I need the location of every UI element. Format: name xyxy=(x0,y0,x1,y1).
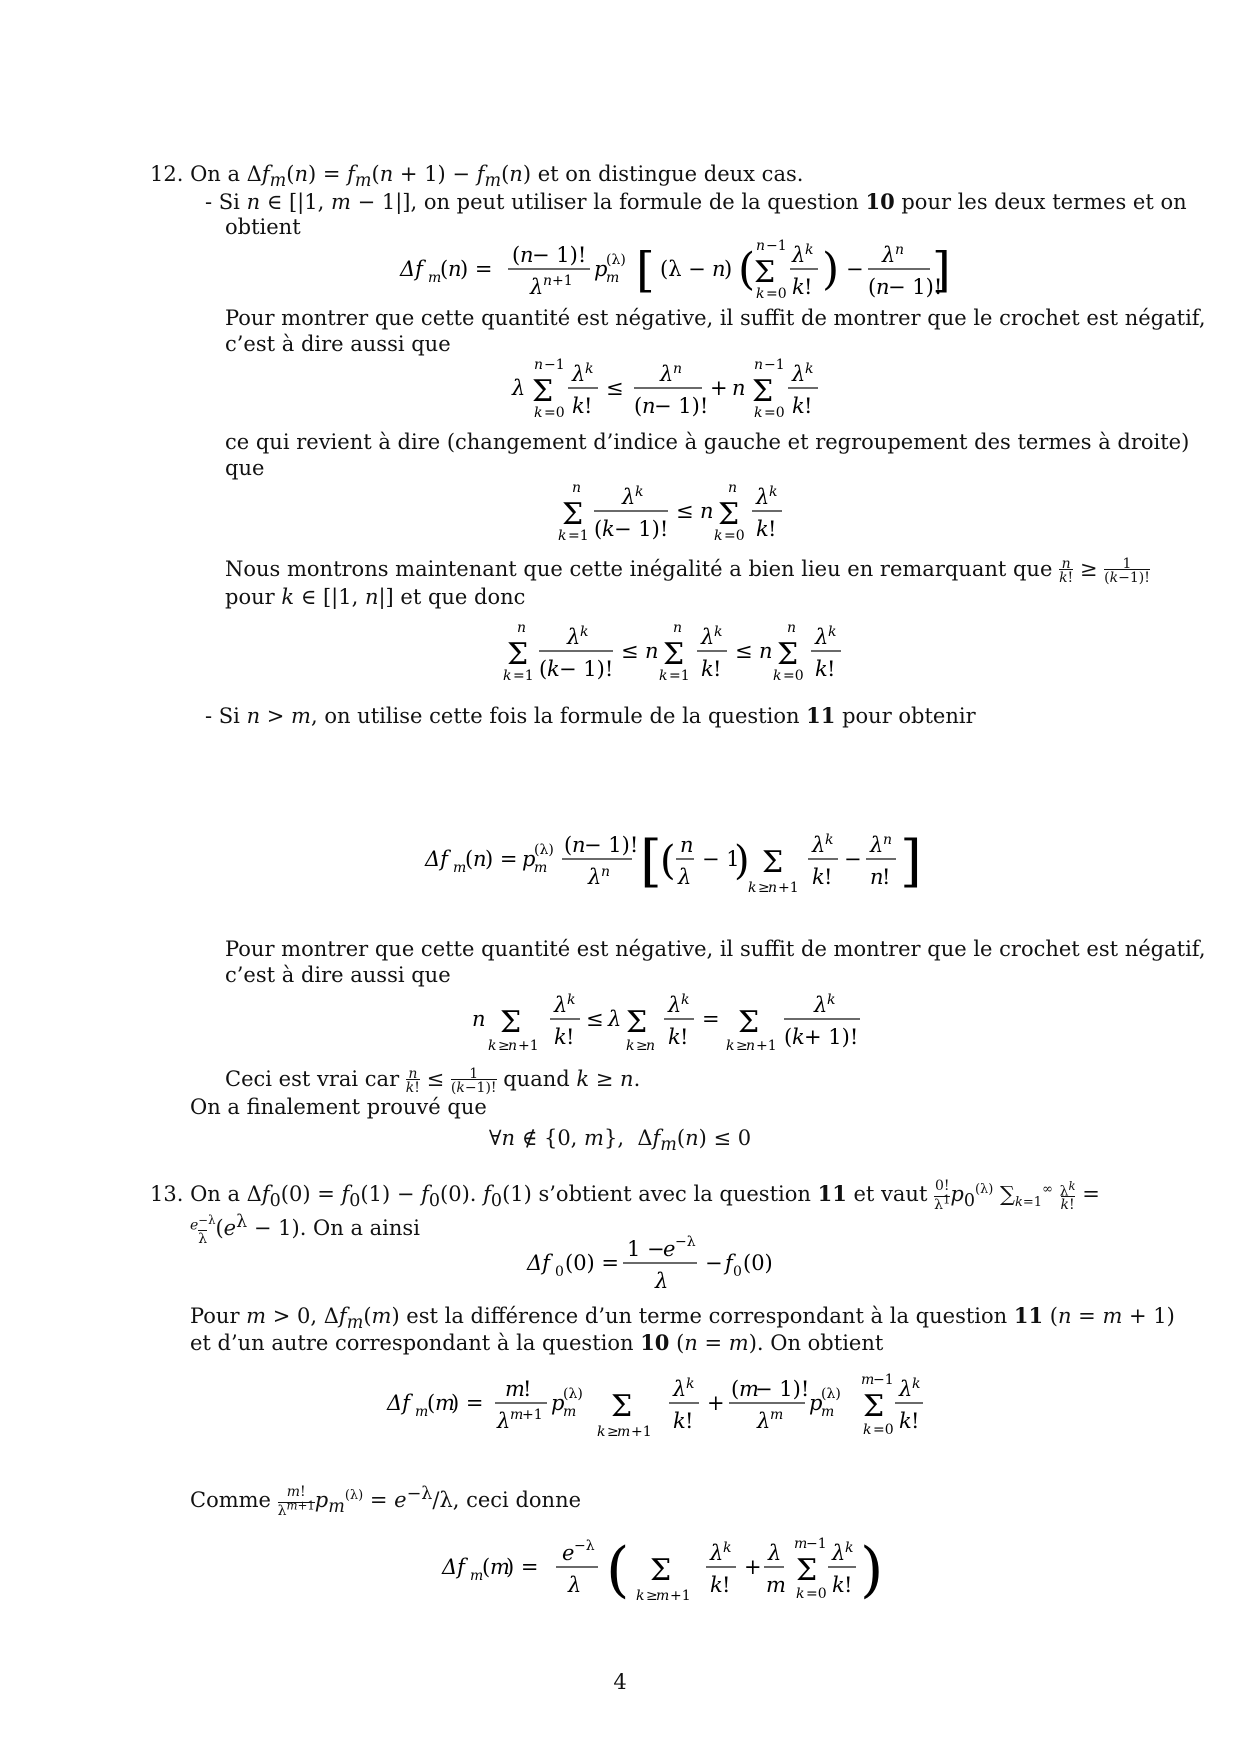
svg-text:m: m xyxy=(453,860,467,876)
svg-text:− 1)!: − 1)! xyxy=(559,657,614,681)
svg-text:p: p xyxy=(809,1391,823,1415)
svg-text:k: k xyxy=(488,1038,497,1054)
svg-text:m: m xyxy=(428,270,442,286)
q12-revient-line1: ce qui revient à dire (changement d’indice à gauche et regroupement des termes à droite) xyxy=(225,430,1190,454)
svg-text:λ: λ xyxy=(768,1541,782,1565)
svg-text:λ: λ xyxy=(622,485,636,509)
svg-text:=1: =1 xyxy=(568,528,589,544)
svg-text:λ: λ xyxy=(668,993,682,1017)
q12-ceci: Ceci est vrai car $\frac{n}{k!} \le 1$ (k−1)! quand k ≥ n. xyxy=(225,1065,641,1096)
svg-text:n: n xyxy=(520,243,534,267)
svg-text:(0) =: (0) = xyxy=(565,1251,620,1275)
equation-9 xyxy=(385,1370,925,1446)
svg-text:m: m xyxy=(656,1588,670,1604)
equation-10 xyxy=(440,1528,884,1616)
svg-text:+1: +1 xyxy=(631,1424,652,1440)
svg-text:=1: =1 xyxy=(513,668,534,684)
svg-text:k: k xyxy=(635,484,644,500)
svg-text:): ) xyxy=(822,244,840,295)
svg-text:≥: ≥ xyxy=(607,1424,619,1440)
svg-text:k: k xyxy=(845,1540,854,1556)
svg-text:n: n xyxy=(746,1038,756,1054)
q12-revient-line2: que xyxy=(225,456,265,480)
svg-text:) =: ) = xyxy=(460,257,493,281)
svg-text:+: + xyxy=(744,1555,762,1579)
q12-intro: 12. On a $\Delta f_m(n) = f_m(n + 1) - f_m(n)$ et on distingue deux cas. xyxy=(150,162,804,192)
svg-text:Σ: Σ xyxy=(718,497,740,532)
svg-text:m: m xyxy=(490,1555,510,1579)
svg-text:(: ( xyxy=(539,657,548,681)
svg-text:n: n xyxy=(473,847,487,871)
svg-text:Δf: Δf xyxy=(527,1251,550,1275)
svg-text:m: m xyxy=(770,1407,784,1423)
svg-text:λ: λ xyxy=(832,1541,846,1565)
svg-text:n: n xyxy=(728,480,738,496)
svg-text:k: k xyxy=(534,405,543,421)
svg-text:!: ! xyxy=(882,865,891,889)
svg-text:m: m xyxy=(415,1404,429,1420)
svg-text:n: n xyxy=(754,357,764,373)
svg-text:−1: −1 xyxy=(766,238,787,254)
svg-text:1 −: 1 − xyxy=(627,1237,665,1261)
svg-text:λ: λ xyxy=(815,625,829,649)
svg-text:n: n xyxy=(883,832,893,848)
svg-text:λ: λ xyxy=(512,376,526,400)
svg-text:Σ: Σ xyxy=(762,845,784,880)
svg-text:m: m xyxy=(435,1391,455,1415)
svg-text:k: k xyxy=(828,624,837,640)
svg-text:(: ( xyxy=(634,394,643,418)
svg-text:m: m xyxy=(821,1404,835,1420)
svg-text:≤: ≤ xyxy=(586,1007,604,1031)
svg-text:0: 0 xyxy=(555,1264,564,1280)
svg-text:Σ: Σ xyxy=(626,1005,648,1040)
svg-text:(: ( xyxy=(594,517,603,541)
svg-text:n: n xyxy=(673,361,683,377)
svg-text:− 1)!: − 1)! xyxy=(584,833,639,857)
svg-text:(λ −: (λ − xyxy=(660,257,706,281)
svg-text:+1: +1 xyxy=(518,1038,539,1054)
svg-text:(λ): (λ) xyxy=(821,1386,841,1402)
svg-text:λ: λ xyxy=(655,1269,669,1293)
svg-text:!: ! xyxy=(911,1409,920,1433)
svg-text:k: k xyxy=(580,624,589,640)
svg-text:k: k xyxy=(585,361,594,377)
svg-text:=0: =0 xyxy=(783,668,804,684)
svg-text:!: ! xyxy=(824,865,833,889)
svg-text:Σ: Σ xyxy=(650,1553,672,1588)
svg-text:!: ! xyxy=(713,657,722,681)
svg-text:Δf: Δf xyxy=(400,257,423,281)
svg-text:n: n xyxy=(646,1038,656,1054)
svg-text:m: m xyxy=(534,860,548,876)
svg-text:p: p xyxy=(522,847,536,871)
q12-case1-line2: obtient xyxy=(225,215,301,239)
svg-text:k: k xyxy=(748,880,757,896)
svg-text:n: n xyxy=(680,833,694,857)
svg-text:m: m xyxy=(606,270,620,286)
svg-text:=0: =0 xyxy=(873,1422,894,1438)
svg-text:λ: λ xyxy=(588,865,602,889)
svg-text:(0): (0) xyxy=(743,1251,773,1275)
svg-text:λ: λ xyxy=(530,275,544,299)
svg-text:k: k xyxy=(503,668,512,684)
svg-text:(: ( xyxy=(606,1535,630,1605)
svg-text:k: k xyxy=(626,1038,635,1054)
svg-text:k: k xyxy=(597,1424,606,1440)
q12-neg1-line2: c’est à dire aussi que xyxy=(225,332,451,356)
svg-text:n: n xyxy=(517,620,527,636)
svg-text:m: m xyxy=(739,1377,759,1401)
svg-text:Σ: Σ xyxy=(562,497,584,532)
svg-text:≤: ≤ xyxy=(621,639,639,663)
svg-text:k: k xyxy=(792,1025,805,1049)
svg-text:n: n xyxy=(572,833,586,857)
svg-text:λ: λ xyxy=(756,485,770,509)
svg-text:) =: ) = xyxy=(506,1555,539,1579)
svg-text:λ: λ xyxy=(497,1409,511,1433)
svg-text:): ) xyxy=(734,838,750,884)
svg-text:k: k xyxy=(636,1588,645,1604)
equation-8 xyxy=(525,1232,785,1298)
svg-text:Σ: Σ xyxy=(500,1005,522,1040)
svg-text:Δf: Δf xyxy=(425,847,448,871)
svg-text:Σ: Σ xyxy=(507,637,529,672)
svg-text:+: + xyxy=(710,376,728,400)
svg-text:≤: ≤ xyxy=(676,499,694,523)
svg-text:!: ! xyxy=(722,1573,731,1597)
svg-text:λ: λ xyxy=(757,1409,771,1433)
svg-text:Σ: Σ xyxy=(863,1389,885,1424)
svg-text:≥: ≥ xyxy=(758,880,770,896)
q13-intro-line2: $e^{-\lambda}$ λ $(e^\lambda - 1)$. On a ainsi xyxy=(190,1212,420,1248)
svg-text:!: ! xyxy=(680,1025,689,1049)
svg-text:λ: λ xyxy=(554,993,568,1017)
svg-text:n: n xyxy=(534,357,544,373)
svg-text:0: 0 xyxy=(733,1264,742,1280)
svg-text:λ: λ xyxy=(882,243,896,267)
svg-text:k: k xyxy=(681,992,690,1008)
svg-text:k: k xyxy=(792,275,805,299)
q12-case1-line1: - Si n ∈ [|1, m − 1|], on peut utiliser la formule de la question 10 pour les deux termes et on xyxy=(205,189,1187,214)
equation-2 xyxy=(510,355,830,427)
svg-text:k: k xyxy=(825,832,834,848)
svg-text:Δf: Δf xyxy=(442,1555,465,1579)
svg-text:λ: λ xyxy=(814,993,828,1017)
svg-text:(: ( xyxy=(440,257,449,281)
svg-text:λ: λ xyxy=(678,865,692,889)
svg-text:k: k xyxy=(769,484,778,500)
svg-text:k: k xyxy=(554,1025,567,1049)
svg-text:n: n xyxy=(712,257,726,281)
svg-text:≥: ≥ xyxy=(636,1038,648,1054)
q13-pour-line1: Pour m > 0, $\Delta f_m(m)$ est la différence d’un terme correspondant à la question 11 (n = m + 1) xyxy=(190,1303,1175,1334)
svg-text:k: k xyxy=(756,286,765,302)
svg-text:k: k xyxy=(668,1025,681,1049)
svg-text:k: k xyxy=(899,1409,912,1433)
svg-text:n: n xyxy=(448,257,462,281)
q13-intro-line1: 13. On a $\Delta f_0(0) = f_0(1) - f_0(0)$. $f_0(1)$ s’obtient avec la question 11 et vaut 0! $\lambda^1p_0^{(\lambda)}$ $\sum_{k=1}^\infty$ $\lambda^k$ k! = xyxy=(150,1177,1100,1214)
svg-text:]: ] xyxy=(932,242,951,298)
svg-text:k: k xyxy=(714,624,723,640)
svg-text:k: k xyxy=(805,361,814,377)
svg-text:k: k xyxy=(710,1573,723,1597)
svg-text:λ: λ xyxy=(572,362,586,386)
svg-text:k: k xyxy=(686,1376,695,1392)
svg-text:n: n xyxy=(895,242,905,258)
svg-text:−1: −1 xyxy=(806,1536,827,1552)
svg-text:− 1)!: − 1)! xyxy=(755,1377,810,1401)
svg-text:(: ( xyxy=(564,833,573,857)
svg-text:(: ( xyxy=(465,847,474,871)
svg-text:) =: ) = xyxy=(451,1391,484,1415)
svg-text:k: k xyxy=(832,1573,845,1597)
q12-final: On a finalement prouvé que xyxy=(190,1095,487,1119)
svg-text:− 1: − 1 xyxy=(702,847,740,871)
svg-text:λ: λ xyxy=(660,362,674,386)
svg-text:m: m xyxy=(470,1568,484,1584)
svg-text:− 1)!: − 1)! xyxy=(654,394,709,418)
svg-text:n: n xyxy=(870,865,884,889)
svg-text:Σ: Σ xyxy=(796,1553,818,1588)
q13-pour-line2: et d’un autre correspondant à la question 10 (n = m). On obtient xyxy=(190,1330,884,1355)
svg-text:n: n xyxy=(700,499,714,523)
svg-text:(: ( xyxy=(482,1555,491,1579)
svg-text:−: − xyxy=(705,1251,723,1275)
svg-text:+: + xyxy=(707,1391,725,1415)
svg-text:(: ( xyxy=(427,1391,436,1415)
svg-text:n: n xyxy=(472,1007,486,1031)
svg-text:!: ! xyxy=(685,1409,694,1433)
svg-text:k: k xyxy=(723,1540,732,1556)
svg-text:k: k xyxy=(812,865,825,889)
svg-text:(: ( xyxy=(868,275,877,299)
svg-text:n: n xyxy=(543,273,553,289)
svg-text:k: k xyxy=(726,1038,735,1054)
svg-text:p: p xyxy=(551,1391,565,1415)
q12-neg1-line1: Pour montrer que cette quantité est négative, il suffit de montrer que le crochet est négatif, xyxy=(225,306,1206,330)
svg-text:k: k xyxy=(572,394,585,418)
q12-neg2-line2: c’est à dire aussi que xyxy=(225,963,451,987)
svg-text:Σ: Σ xyxy=(738,1005,760,1040)
svg-text:≥: ≥ xyxy=(646,1588,658,1604)
q12-neg2-line1: Pour montrer que cette quantité est négative, il suffit de montrer que le crochet est négatif, xyxy=(225,937,1206,961)
svg-text:(: ( xyxy=(512,243,521,267)
svg-text:e: e xyxy=(562,1541,575,1565)
svg-text:λ: λ xyxy=(567,625,581,649)
svg-text:≤: ≤ xyxy=(735,639,753,663)
svg-text:(: ( xyxy=(660,838,676,884)
svg-text:λ: λ xyxy=(701,625,715,649)
svg-text:λ: λ xyxy=(568,1573,582,1597)
q13-comme: Comme m! $\lambda^{m+1}p_m^{(\lambda)} = e^{-\lambda}/\lambda$, ceci donne xyxy=(190,1483,582,1520)
svg-text:n: n xyxy=(645,639,659,663)
svg-text:+1: +1 xyxy=(756,1038,777,1054)
svg-text:k: k xyxy=(756,517,769,541)
svg-text:−: − xyxy=(846,257,864,281)
svg-text:Σ: Σ xyxy=(754,255,776,290)
svg-text:Σ: Σ xyxy=(532,374,554,409)
svg-text:n: n xyxy=(787,620,797,636)
svg-text:n: n xyxy=(572,480,582,496)
svg-text:k: k xyxy=(912,1376,921,1392)
svg-text:Σ: Σ xyxy=(777,637,799,672)
svg-text:k: k xyxy=(792,394,805,418)
svg-text:m: m xyxy=(617,1424,631,1440)
svg-text:!: ! xyxy=(827,657,836,681)
svg-text:k: k xyxy=(754,405,763,421)
svg-text:−λ: −λ xyxy=(675,1234,696,1250)
svg-text:!: ! xyxy=(804,394,813,418)
svg-text:n: n xyxy=(756,238,766,254)
svg-text:+1: +1 xyxy=(522,1407,543,1423)
svg-text:−1: −1 xyxy=(544,357,565,373)
svg-text:n: n xyxy=(876,275,890,299)
svg-text:!: ! xyxy=(768,517,777,541)
svg-text:=0: =0 xyxy=(724,528,745,544)
svg-text:− 1)!: − 1)! xyxy=(532,243,587,267)
svg-text:(: ( xyxy=(738,244,756,295)
svg-text:): ) xyxy=(724,257,733,281)
svg-text:k: k xyxy=(673,1409,686,1433)
svg-text:n: n xyxy=(508,1038,518,1054)
svg-text:Σ: Σ xyxy=(752,374,774,409)
svg-text:≥: ≥ xyxy=(498,1038,510,1054)
svg-text:λ: λ xyxy=(673,1377,687,1401)
svg-text:(λ): (λ) xyxy=(606,252,626,268)
svg-text:n: n xyxy=(759,639,773,663)
svg-text:k: k xyxy=(815,657,828,681)
svg-text:− 1)!: − 1)! xyxy=(888,275,943,299)
svg-text:k: k xyxy=(796,1586,805,1602)
svg-text:≤: ≤ xyxy=(606,376,624,400)
svg-text:k: k xyxy=(602,517,615,541)
equation-6 xyxy=(470,986,870,1058)
equation-4 xyxy=(495,618,855,690)
svg-text:f: f xyxy=(725,1251,733,1275)
svg-text:[: [ xyxy=(636,242,655,298)
svg-text:(λ): (λ) xyxy=(563,1386,583,1402)
equation-7: ∀n ∉ {0, m}, $\Delta f_m(n) \le 0$ xyxy=(488,1126,752,1156)
svg-text:e: e xyxy=(663,1237,676,1261)
svg-text:!: ! xyxy=(566,1025,575,1049)
svg-text:λ: λ xyxy=(870,833,884,857)
svg-text:− 1)!: − 1)! xyxy=(614,517,669,541)
svg-text:(: ( xyxy=(784,1025,793,1049)
svg-text:]: ] xyxy=(900,829,922,894)
svg-text:m: m xyxy=(505,1377,525,1401)
svg-text:+ 1)!: + 1)! xyxy=(804,1025,859,1049)
page-number: 4 xyxy=(613,1670,627,1694)
svg-text:=1: =1 xyxy=(669,668,690,684)
svg-text:k: k xyxy=(805,242,814,258)
svg-text:=0: =0 xyxy=(766,286,787,302)
svg-text:!: ! xyxy=(844,1573,853,1597)
svg-text:k: k xyxy=(827,992,836,1008)
svg-text:k: k xyxy=(567,992,576,1008)
svg-text:n: n xyxy=(732,376,746,400)
svg-text:n: n xyxy=(673,620,683,636)
svg-text:≥: ≥ xyxy=(736,1038,748,1054)
svg-text:n: n xyxy=(642,394,656,418)
svg-text:): ) xyxy=(860,1535,884,1605)
svg-text:(: ( xyxy=(731,1377,740,1401)
svg-text:!: ! xyxy=(584,394,593,418)
svg-text:=0: =0 xyxy=(544,405,565,421)
equation-3 xyxy=(550,478,790,550)
svg-text:λ: λ xyxy=(812,833,826,857)
svg-text:m: m xyxy=(766,1573,786,1597)
svg-text:m: m xyxy=(510,1407,524,1423)
equation-1 xyxy=(390,236,950,306)
svg-text:m: m xyxy=(794,1536,808,1552)
svg-text:k: k xyxy=(701,657,714,681)
svg-text:!: ! xyxy=(804,275,813,299)
svg-text:+1: +1 xyxy=(778,880,799,896)
svg-text:+1: +1 xyxy=(552,273,573,289)
q12-nous-line1: Nous montrons maintenant que cette inégalité a bien lieu en remarquant que $\frac{n}{k!} \ge 1$ (k−1)! xyxy=(225,555,1150,586)
svg-text:k: k xyxy=(714,528,723,544)
svg-text:λ: λ xyxy=(608,1007,622,1031)
svg-text:Σ: Σ xyxy=(611,1389,633,1424)
svg-text:k: k xyxy=(547,657,560,681)
svg-text:−λ: −λ xyxy=(574,1538,595,1554)
svg-text:n: n xyxy=(768,880,778,896)
svg-text:k: k xyxy=(659,668,668,684)
svg-text:λ: λ xyxy=(710,1541,724,1565)
svg-text:=0: =0 xyxy=(806,1586,827,1602)
equation-5 xyxy=(420,826,920,906)
svg-text:−1: −1 xyxy=(873,1372,894,1388)
svg-text:p: p xyxy=(594,257,608,281)
svg-text:Δf: Δf xyxy=(387,1391,410,1415)
svg-text:Σ: Σ xyxy=(663,637,685,672)
svg-text:−1: −1 xyxy=(764,357,785,373)
svg-text:λ: λ xyxy=(792,243,806,267)
svg-text:) =: ) = xyxy=(485,847,518,871)
svg-text:k: k xyxy=(863,1422,872,1438)
svg-text:k: k xyxy=(773,668,782,684)
svg-text:−: − xyxy=(844,847,862,871)
svg-text:!: ! xyxy=(523,1377,532,1401)
svg-text:k: k xyxy=(558,528,567,544)
svg-text:λ: λ xyxy=(792,362,806,386)
svg-text:=: = xyxy=(702,1007,720,1031)
q12-nous-line2: pour k ∈ [|1, n|] et que donc xyxy=(225,585,526,609)
svg-text:n: n xyxy=(601,864,611,880)
svg-text:(λ): (λ) xyxy=(534,842,554,858)
svg-text:m: m xyxy=(861,1372,875,1388)
svg-text:+1: +1 xyxy=(670,1588,691,1604)
q12-case2: - Si n > m, on utilise cette fois la formule de la question 11 pour obtenir xyxy=(205,703,976,728)
svg-text:=0: =0 xyxy=(764,405,785,421)
svg-text:m: m xyxy=(563,1404,577,1420)
svg-text:λ: λ xyxy=(899,1377,913,1401)
svg-text:[: [ xyxy=(640,829,662,894)
